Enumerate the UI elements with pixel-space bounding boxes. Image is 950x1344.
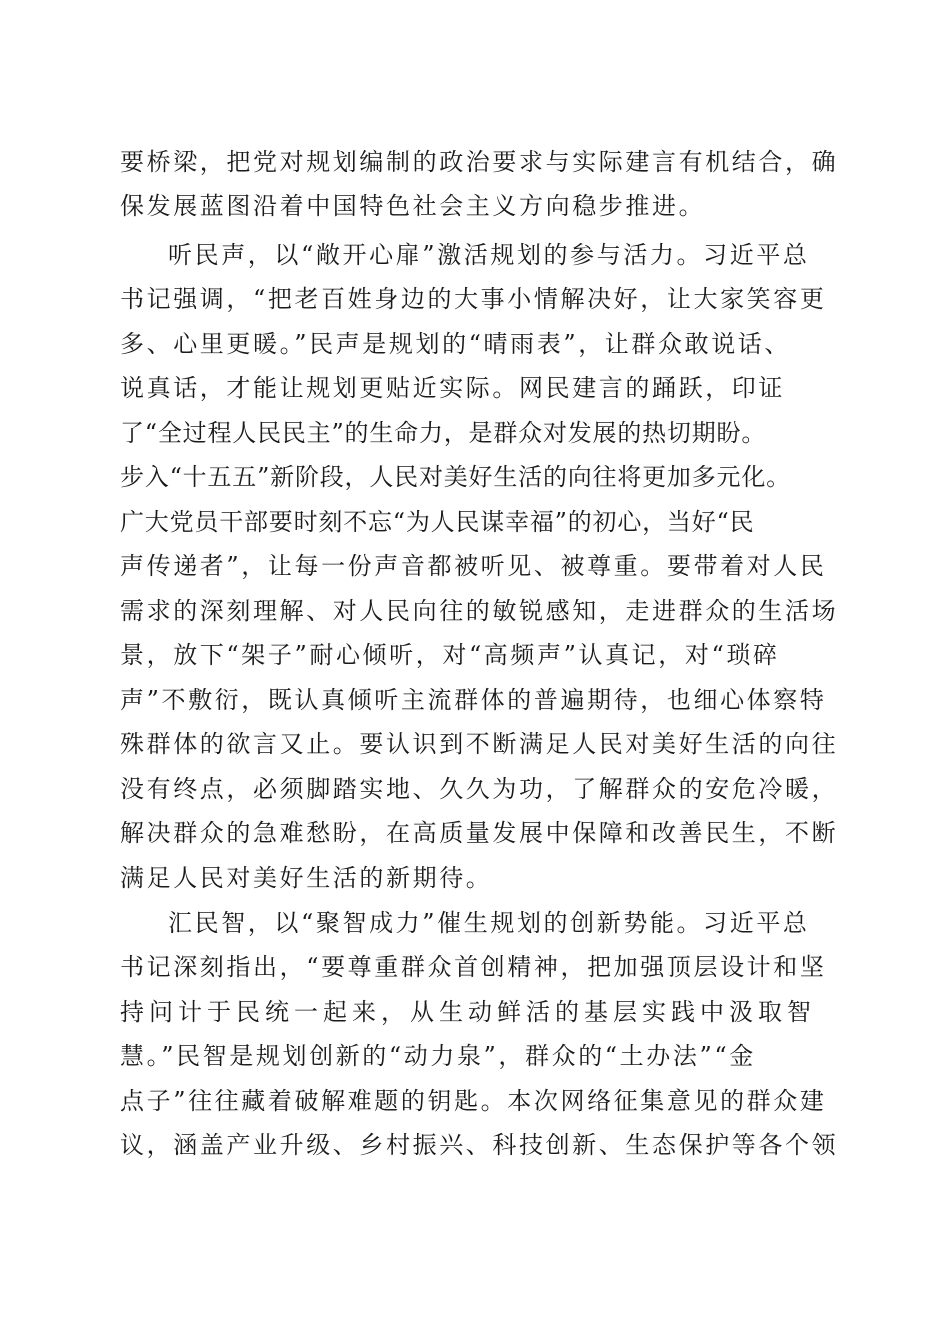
- paragraph-heading-line: 听民声，以“敞开心扉”激活规划的参与活力。习近平总: [168, 241, 810, 269]
- text-line: 书记深刻指出，“要尊重群众首创精神，把加强顶层设计和坚: [120, 953, 827, 981]
- text-line: 持问计于民统一起来，从生动鲜活的基层实践中汲取智: [120, 998, 816, 1026]
- text-line: 殊群体的欲言又止。要认识到不断满足人民对美好生活的向往: [120, 730, 839, 758]
- text-line: 了“全过程人民民主”的生命力，是群众对发展的热切期盼。: [120, 419, 767, 447]
- text-line: 保发展蓝图沿着中国特色社会主义方向稳步推进。: [120, 192, 706, 220]
- text-line: 满足人民对美好生活的新期待。: [120, 864, 493, 892]
- text-line: 说真话，才能让规划更贴近实际。网民建言的踊跃，印证: [120, 374, 785, 402]
- text-line: 步入“十五五”新阶段，人民对美好生活的向往将更加多元化。: [120, 463, 791, 491]
- text-line: 要桥梁，把党对规划编制的政治要求与实际建言有机结合，确: [120, 148, 839, 176]
- text-line: 声”不敷衍，既认真倾听主流群体的普遍期待，也细心体察特: [120, 686, 827, 714]
- text-line: 声传递者”，让每一份声音都被听见、被尊重。要带着对人民: [120, 552, 827, 580]
- text-line: 解决群众的急难愁盼，在高质量发展中保障和改善民生，不断: [120, 819, 839, 847]
- text-line: 需求的深刻理解、对人民向往的敏锐感知，走进群众的生活场: [120, 597, 839, 625]
- text-line: 广大党员干部要时刻不忘“为人民谋幸福”的初心，当好“民: [120, 508, 755, 536]
- text-line: 点子”往往藏着破解难题的钥匙。本次网络征集意见的群众建: [120, 1087, 827, 1115]
- text-line: 书记强调，“把老百姓身边的大事小情解决好，让大家笑容更: [120, 285, 827, 313]
- text-line: 景，放下“架子”耐心倾听，对“高频声”认真记，对“琐碎: [120, 641, 780, 669]
- paragraph-heading-line: 汇民智，以“聚智成力”催生规划的创新势能。习近平总: [168, 909, 810, 937]
- text-line: 多、心里更暖。”民声是规划的“晴雨表”，让群众敢说话、: [120, 330, 792, 358]
- text-line: 没有终点，必须脚踏实地、久久为功，了解群众的安危冷暖，: [120, 775, 839, 803]
- text-line: 议，涵盖产业升级、乡村振兴、科技创新、生态保护等各个领: [120, 1131, 839, 1159]
- text-line: 慧。”民智是规划创新的“动力泉”，群众的“土办法”“金: [120, 1042, 756, 1070]
